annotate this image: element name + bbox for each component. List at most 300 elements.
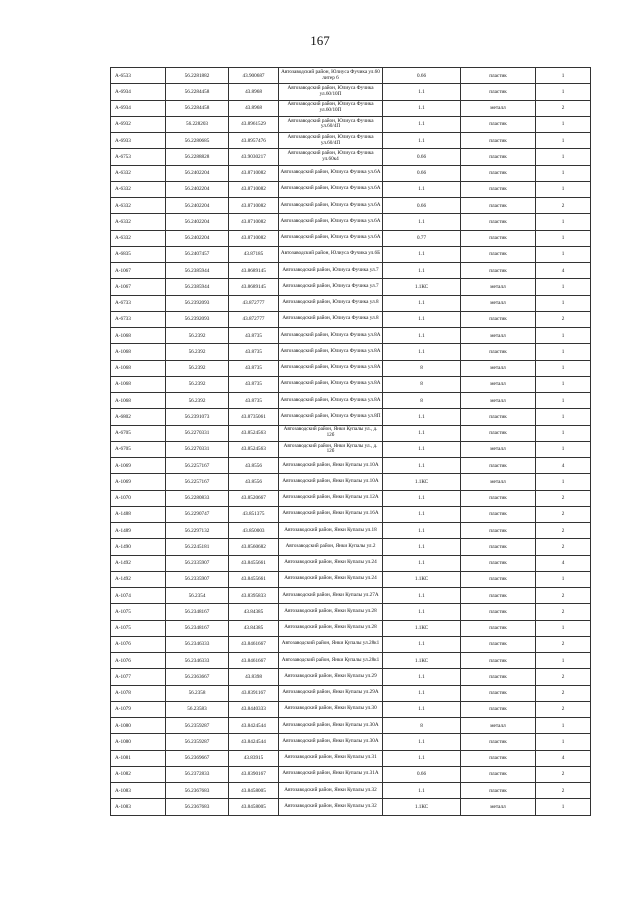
table-row [111,100,591,116]
address-cell: Автозаводский район, Юлиуса Фучика ул.6А [279,214,383,230]
count-cell: 1 [536,653,591,669]
site-code-cell: А-6835 [111,246,166,262]
site-code-cell: А-1068 [111,344,166,360]
material-cell: пластик [461,116,536,132]
material-cell: пластик [461,458,536,474]
count-cell: 1 [536,214,591,230]
latitude-cell: 56.2270331 [166,441,229,457]
volume-cell: 1.1 [383,116,461,132]
address-cell: Автозаводский район, Янки Купалы ул.28к1 [279,636,383,652]
volume-cell: 1.1 [383,458,461,474]
site-code-cell: А-1076 [111,636,166,652]
volume-cell: 1.1КС [383,279,461,295]
volume-cell: 1.1 [383,506,461,522]
table-row [111,799,591,815]
count-cell: 1 [536,409,591,425]
count-cell: 1 [536,799,591,815]
table-row [111,165,591,181]
count-cell: 1 [536,133,591,149]
longitude-cell: 43.8520667 [229,490,279,506]
address-cell: Автозаводский район, Юлиуса Фучика ул.7 [279,279,383,295]
latitude-cell: 56.2367683 [166,799,229,815]
table-row [111,198,591,214]
count-cell: 1 [536,246,591,262]
table-row [111,555,591,571]
volume-cell: 1.1 [383,425,461,441]
material-cell: пластик [461,490,536,506]
longitude-cell: 43.851375 [229,506,279,522]
longitude-cell: 43.8455661 [229,571,279,587]
table-row [111,669,591,685]
latitude-cell: 56.2281882 [166,68,229,84]
site-code-cell: А-6705 [111,441,166,457]
latitude-cell: 56.2284458 [166,84,229,100]
count-cell: 2 [536,701,591,717]
latitude-cell: 56.2348167 [166,604,229,620]
count-cell: 2 [536,506,591,522]
address-cell: Автозаводский район, Янки Купалы ул.24 [279,555,383,571]
address-cell: Автозаводский район, Юлиуса Фучика ул.6А [279,165,383,181]
table-row [111,344,591,360]
longitude-cell: 43.8391167 [229,685,279,701]
address-cell: Автозаводский район, Янки Купалы ул.12А [279,490,383,506]
material-cell: металл [461,393,536,409]
site-code-cell: А-6802 [111,409,166,425]
material-cell: металл [461,100,536,116]
material-cell: металл [461,360,536,376]
site-code-cell: А-6733 [111,295,166,311]
address-cell: Автозаводский район, Юлиуса Фучика ул.60/4П [279,116,383,132]
table-row [111,68,591,84]
material-cell: пластик [461,214,536,230]
material-cell: пластик [461,588,536,604]
latitude-cell: 56.2358 [166,685,229,701]
material-cell: пластик [461,230,536,246]
volume-cell: 1.1 [383,604,461,620]
latitude-cell: 56.228203 [166,116,229,132]
site-code-cell: А-6533 [111,68,166,84]
latitude-cell: 56.2402204 [166,230,229,246]
site-code-cell: А-1068 [111,360,166,376]
longitude-cell: 43.8455661 [229,555,279,571]
volume-cell: 8 [383,376,461,392]
longitude-cell: 43.8710082 [229,165,279,181]
address-cell: Автозаводский район, Юлиуса Фучика ул.6А [279,230,383,246]
site-code-cell: А-1080 [111,718,166,734]
site-code-cell: А-6733 [111,311,166,327]
material-cell: пластик [461,198,536,214]
latitude-cell: 56.2346333 [166,636,229,652]
table-row [111,263,591,279]
material-cell: пластик [461,425,536,441]
volume-cell: 0.66 [383,165,461,181]
volume-cell: 8 [383,718,461,734]
latitude-cell: 56.2392 [166,344,229,360]
latitude-cell: 56.2348167 [166,620,229,636]
longitude-cell: 43.8524563 [229,425,279,441]
latitude-cell: 56.2402204 [166,165,229,181]
longitude-cell: 43.8735 [229,328,279,344]
volume-cell: 1.1 [383,636,461,652]
volume-cell: 0.66 [383,149,461,165]
site-code-cell: А-6932 [111,116,166,132]
longitude-cell: 43.8735061 [229,409,279,425]
longitude-cell: 43.8735 [229,360,279,376]
count-cell: 1 [536,344,591,360]
volume-cell: 1.1 [383,214,461,230]
material-cell: пластик [461,311,536,327]
volume-cell: 1.1 [383,523,461,539]
latitude-cell: 56.2288828 [166,149,229,165]
latitude-cell: 56.2392 [166,328,229,344]
table-row [111,393,591,409]
longitude-cell: 43.8735 [229,393,279,409]
latitude-cell: 56.2245181 [166,539,229,555]
count-cell: 1 [536,295,591,311]
volume-cell: 1.1КС [383,620,461,636]
address-cell: Автозаводский район, Юлиуса Фучика ул.8А [279,360,383,376]
latitude-cell: 56.2392 [166,376,229,392]
longitude-cell: 43.872777 [229,311,279,327]
longitude-cell: 43.8710082 [229,198,279,214]
count-cell: 1 [536,425,591,441]
table-row [111,279,591,295]
count-cell: 4 [536,750,591,766]
volume-cell: 8 [383,360,461,376]
count-cell: 4 [536,263,591,279]
volume-cell: 1.1 [383,409,461,425]
address-cell: Автозаводский район, Юлиуса Фучика ул.60к4 [279,149,383,165]
volume-cell: 1.1 [383,181,461,197]
address-cell: Автозаводский район, Янки Купалы ул.28 [279,604,383,620]
volume-cell: 1.1 [383,669,461,685]
longitude-cell: 43.8390167 [229,766,279,782]
site-code-cell: А-6753 [111,149,166,165]
material-cell: пластик [461,669,536,685]
count-cell: 1 [536,571,591,587]
material-cell: пластик [461,750,536,766]
address-cell: Автозаводский район, Янки Купалы ул.2 [279,539,383,555]
material-cell: пластик [461,344,536,360]
volume-cell: 1.1 [383,246,461,262]
table-row [111,783,591,799]
table-row [111,360,591,376]
longitude-cell: 43.8556 [229,458,279,474]
count-cell: 1 [536,474,591,490]
material-cell: пластик [461,653,536,669]
material-cell: пластик [461,555,536,571]
table-row [111,246,591,262]
table-row [111,311,591,327]
material-cell: металл [461,328,536,344]
table-row [111,718,591,734]
site-code-cell: А-6934 [111,100,166,116]
longitude-cell: 43.8440333 [229,701,279,717]
site-code-cell: А-1068 [111,328,166,344]
volume-cell: 1.1 [383,685,461,701]
volume-cell: 1.1 [383,588,461,604]
material-cell: пластик [461,133,536,149]
volume-cell: 0.66 [383,766,461,782]
table-row [111,376,591,392]
volume-cell: 8 [383,393,461,409]
volume-cell: 1.1 [383,295,461,311]
count-cell: 1 [536,734,591,750]
table-row [111,474,591,490]
count-cell: 4 [536,458,591,474]
table-row [111,214,591,230]
volume-cell: 1.1 [383,555,461,571]
longitude-cell: 43.8398 [229,669,279,685]
count-cell: 1 [536,181,591,197]
volume-cell: 1.1 [383,133,461,149]
address-cell: Автозаводский район, Юлиуса Фучика ул.60 литер 6 [279,68,383,84]
count-cell: 1 [536,165,591,181]
volume-cell: 1.1 [383,263,461,279]
volume-cell: 1.1КС [383,474,461,490]
latitude-cell: 56.2402204 [166,181,229,197]
site-code-cell: А-1069 [111,458,166,474]
table-row [111,181,591,197]
latitude-cell: 56.2369667 [166,750,229,766]
table-row [111,604,591,620]
material-cell: пластик [461,604,536,620]
longitude-cell: 43.8560682 [229,539,279,555]
address-cell: Автозаводский район, Янки Купалы ул.30А [279,734,383,750]
site-code-cell: А-1068 [111,393,166,409]
longitude-cell: 43.83915 [229,750,279,766]
site-code-cell: А-1077 [111,669,166,685]
count-cell: 1 [536,84,591,100]
site-code-cell: А-1080 [111,734,166,750]
longitude-cell: 43.8424544 [229,718,279,734]
site-code-cell: А-1081 [111,750,166,766]
count-cell: 2 [536,783,591,799]
table-row [111,588,591,604]
address-cell: Автозаводский район, Янки Купалы ул.16А [279,506,383,522]
latitude-cell: 56.2392093 [166,311,229,327]
table-row [111,734,591,750]
site-code-cell: А-1067 [111,279,166,295]
table-row [111,620,591,636]
address-cell: Автозаводский район, Янки Купалы ул.28 [279,620,383,636]
table-row [111,539,591,555]
longitude-cell: 43.872777 [229,295,279,311]
site-code-cell: А-1488 [111,506,166,522]
address-cell: Автозаводский район, Янки Купалы ул., д. 12б [279,425,383,441]
table-row [111,490,591,506]
volume-cell: 0.77 [383,230,461,246]
latitude-cell: 56.2407457 [166,246,229,262]
longitude-cell: 43.8458005 [229,799,279,815]
count-cell: 2 [536,669,591,685]
volume-cell: 1.1 [383,311,461,327]
site-code-cell: А-1076 [111,653,166,669]
count-cell: 2 [536,766,591,782]
site-code-cell: А-1075 [111,604,166,620]
address-cell: Автозаводский район, Юлиуса Фучика ул.6Б [279,246,383,262]
site-code-cell: А-1490 [111,539,166,555]
longitude-cell: 43.8710082 [229,214,279,230]
latitude-cell: 56.2391073 [166,409,229,425]
table-row [111,701,591,717]
table-row [111,84,591,100]
address-cell: Автозаводский район, Янки Купалы ул.10А [279,458,383,474]
material-cell: пластик [461,149,536,165]
material-cell: металл [461,295,536,311]
latitude-cell: 56.2335907 [166,555,229,571]
material-cell: металл [461,799,536,815]
longitude-cell: 43.8957476 [229,133,279,149]
longitude-cell: 43.8961529 [229,116,279,132]
page-number: 167 [310,33,330,48]
material-cell: пластик [461,409,536,425]
longitude-cell: 43.8461667 [229,653,279,669]
count-cell: 2 [536,523,591,539]
address-cell: Автозаводский район, Янки Купалы ул.29 [279,669,383,685]
longitude-cell: 43.900687 [229,68,279,84]
material-cell: пластик [461,734,536,750]
latitude-cell: 56.2270331 [166,425,229,441]
address-cell: Автозаводский район, Янки Купалы ул.31 [279,750,383,766]
table-row [111,425,591,441]
latitude-cell: 56.2392 [166,393,229,409]
material-cell: пластик [461,523,536,539]
latitude-cell: 56.2290747 [166,506,229,522]
site-code-cell: А-6332 [111,165,166,181]
material-cell: пластик [461,783,536,799]
table-row [111,458,591,474]
address-cell: Автозаводский район, Юлиуса Фучика ул.8 [279,311,383,327]
count-cell: 1 [536,149,591,165]
latitude-cell: 56.2346333 [166,653,229,669]
material-cell: пластик [461,620,536,636]
address-cell: Автозаводский район, Янки Купалы ул.30А [279,718,383,734]
table-row [111,230,591,246]
count-cell: 2 [536,604,591,620]
site-code-cell: А-1083 [111,799,166,815]
latitude-cell: 56.2280833 [166,490,229,506]
volume-cell: 1.1 [383,490,461,506]
volume-cell: 1.1 [383,783,461,799]
address-cell: Автозаводский район, Юлиуса Фучика ул.8 [279,295,383,311]
volume-cell: 0.66 [383,68,461,84]
table-row [111,636,591,652]
longitude-cell: 43.87185 [229,246,279,262]
count-cell: 1 [536,360,591,376]
site-code-cell: А-6933 [111,133,166,149]
longitude-cell: 43.8556 [229,474,279,490]
count-cell: 2 [536,539,591,555]
volume-cell: 1.1 [383,750,461,766]
address-cell: Автозаводский район, Юлиуса Фучика ул.60/10П [279,84,383,100]
latitude-cell: 56.23583 [166,701,229,717]
material-cell: пластик [461,181,536,197]
material-cell: пластик [461,701,536,717]
longitude-cell: 43.8458005 [229,783,279,799]
latitude-cell: 56.2367683 [166,783,229,799]
volume-cell: 1.1 [383,84,461,100]
longitude-cell: 43.8524563 [229,441,279,457]
volume-cell: 1.1 [383,344,461,360]
latitude-cell: 56.2359287 [166,734,229,750]
longitude-cell: 43.8689145 [229,263,279,279]
table-row [111,506,591,522]
table-row [111,133,591,149]
count-cell: 2 [536,588,591,604]
volume-cell: 1.1КС [383,653,461,669]
material-cell: пластик [461,685,536,701]
address-cell: Автозаводский район, Юлиуса Фучика ул.6А [279,198,383,214]
latitude-cell: 56.2257167 [166,474,229,490]
count-cell: 1 [536,620,591,636]
table-row [111,409,591,425]
address-cell: Автозаводский район, Юлиуса Фучика ул.8А [279,328,383,344]
table-row [111,441,591,457]
address-cell: Автозаводский район, Юлиуса Фучика ул.8П [279,409,383,425]
longitude-cell: 43.8710082 [229,230,279,246]
latitude-cell: 56.2392 [166,360,229,376]
longitude-cell: 43.8461667 [229,636,279,652]
site-code-cell: А-1068 [111,376,166,392]
site-code-cell: А-1078 [111,685,166,701]
volume-cell: 1.1 [383,734,461,750]
count-cell: 1 [536,718,591,734]
longitude-cell: 43.84385 [229,604,279,620]
material-cell: металл [461,376,536,392]
site-code-cell: А-6332 [111,198,166,214]
longitude-cell: 43.8968 [229,100,279,116]
count-cell: 1 [536,68,591,84]
site-code-cell: А-1079 [111,701,166,717]
site-code-cell: А-1070 [111,490,166,506]
count-cell: 1 [536,328,591,344]
volume-cell: 1.1КС [383,799,461,815]
latitude-cell: 56.2385944 [166,279,229,295]
latitude-cell: 56.2335907 [166,571,229,587]
address-cell: Автозаводский район, Юлиуса Фучика ул.8А [279,376,383,392]
material-cell: пластик [461,165,536,181]
count-cell: 4 [536,555,591,571]
latitude-cell: 56.2297132 [166,523,229,539]
count-cell: 2 [536,636,591,652]
volume-cell: 1.1 [383,701,461,717]
longitude-cell: 43.8424544 [229,734,279,750]
latitude-cell: 56.2392093 [166,295,229,311]
material-cell: пластик [461,636,536,652]
address-cell: Автозаводский район, Янки Купалы ул.10А [279,474,383,490]
material-cell: пластик [461,84,536,100]
latitude-cell: 56.2354 [166,588,229,604]
table-row [111,149,591,165]
volume-cell: 1.1 [383,328,461,344]
container-site-table [110,67,591,816]
longitude-cell: 43.9030217 [229,149,279,165]
count-cell: 2 [536,490,591,506]
material-cell: металл [461,474,536,490]
address-cell: Автозаводский район, Янки Купалы ул.29А [279,685,383,701]
address-cell: Автозаводский район, Янки Купалы ул.30 [279,701,383,717]
latitude-cell: 56.2402204 [166,214,229,230]
latitude-cell: 56.2363667 [166,669,229,685]
count-cell: 2 [536,198,591,214]
address-cell: Автозаводский район, Янки Купалы ул.27А [279,588,383,604]
site-code-cell: А-1083 [111,783,166,799]
table-row [111,571,591,587]
address-cell: Автозаводский район, Юлиуса Фучика ул.8А [279,344,383,360]
table-row [111,295,591,311]
material-cell: пластик [461,506,536,522]
